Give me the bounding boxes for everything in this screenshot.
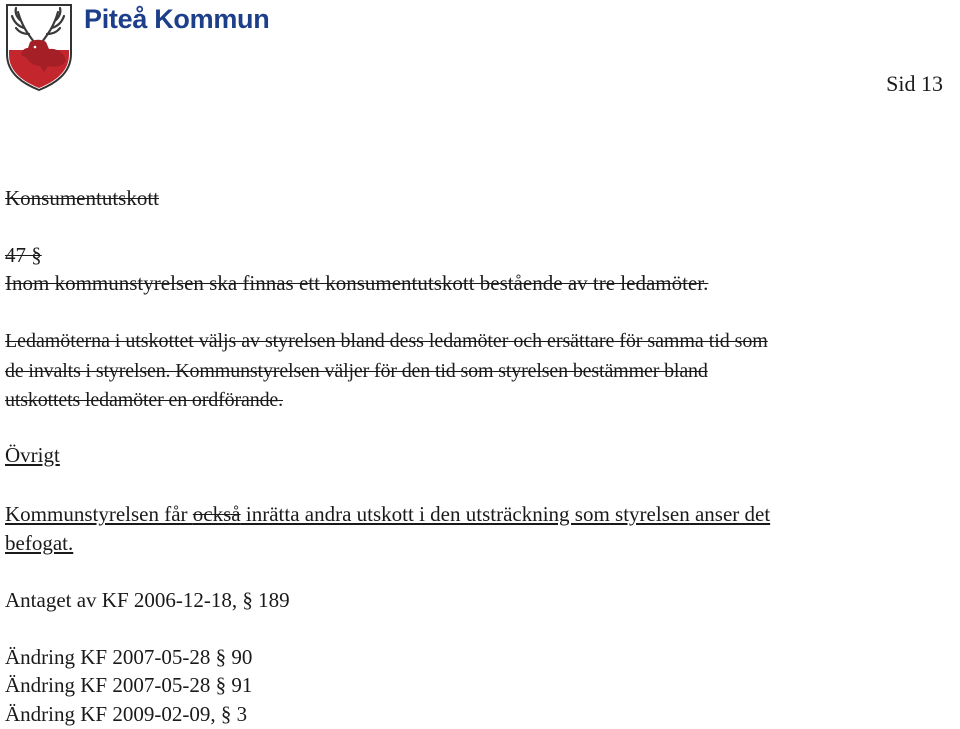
- amendment-line: Ändring KF 2007-05-28 § 91: [5, 673, 253, 697]
- amendment-line: Ändring KF 2007-05-28 § 90: [5, 645, 253, 669]
- ovrigt-text-before: Kommunstyrelsen får: [5, 502, 193, 526]
- amendment-line: Ändring KF 2009-02-09, § 3: [5, 702, 248, 726]
- adoption-line: Antaget av KF 2006-12-18, § 189: [5, 588, 290, 612]
- deleted-sentence: Inom kommunstyrelsen ska finnas ett konsumentutskott bestående av tre ledamöter.: [5, 271, 709, 295]
- deleted-section-heading: Konsumentutskott: [5, 186, 160, 210]
- deleted-body-line: Ledamöterna i utskottet väljs av styrelsen bland dess ledamöter och ersättare för samma tid som: [5, 330, 768, 352]
- deleted-paragraph-number: 47 §: [5, 243, 42, 267]
- ovrigt-text-line-1: [5, 502, 770, 526]
- deleted-body-line: utskottets ledamöter en ordförande.: [5, 389, 283, 411]
- page-number: Sid 13: [886, 71, 943, 96]
- pitea-coat-of-arms-logo: [4, 2, 74, 92]
- ovrigt-text-after: inrätta andra utskott i den utsträckning som styrelsen anser det: [240, 502, 771, 526]
- deleted-body-line: de invalts i styrelsen. Kommunstyrelsen väljer för den tid som styrelsen bestämmer bland: [5, 360, 708, 382]
- ovrigt-text-line-2: befogat.: [5, 531, 74, 555]
- ovrigt-struck-word: också: [192, 502, 241, 526]
- organization-name: Piteå Kommun: [84, 4, 270, 34]
- reindeer-eye: [34, 46, 37, 49]
- ovrigt-heading: Övrigt: [5, 443, 60, 467]
